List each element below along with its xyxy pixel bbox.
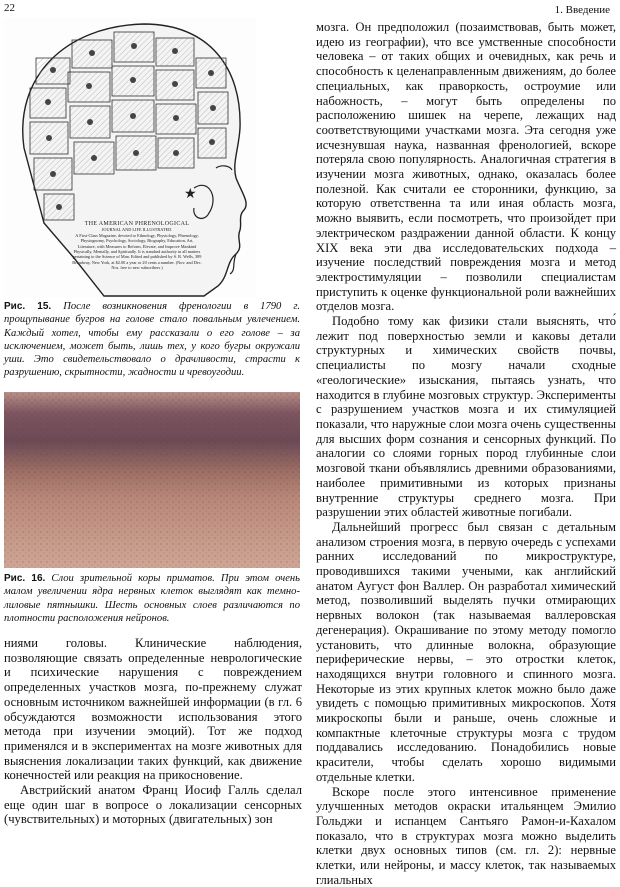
visual-cortex-figure bbox=[4, 392, 300, 568]
paragraph: Подобно тому как физики стали выяснять, что́ лежит под поверхностью земли и каковы детали структурных и химических свойств почвы, специалисты по мозгу начали сходные «геологические» изыскания, пытаясь узнать, что находится в глубине мозговых структур. Эксперименты с разрушением участков мозга и их стимуляцией показали, что наружные слои мозга очень существенны для высших форм сознания и сенсорных функций. По аналогии со слоями горных пород глубинные слои мозговой ткани объявлялись древними образованиями, наиболее примитивными из которых признаны внутренние структуры среднего мозга. При разрушении этих областей животные погибали. bbox=[316, 314, 616, 520]
magazine-subtitle: JOURNAL AND LIFE ILLUSTRATED. bbox=[101, 227, 173, 233]
paragraph: мозга. Он предположил (позаимствовав, быть может, идею из географии), что все умственные способности человека – от таких общих и очевидных, как речь и способность к целенаправленным движениям, до более специальных, как праворкость, остроумие или набожность, – могут быть определены по расположению шишек на черепе, лежащих над соответствующими участками мозга. Эта сегодня уже исчезнувшая наука, названная френологией, вскоре потеряла свою популярность. Аналогичная стратегия в изучении мозга животных, однако, оказалась более полезной. Как считали ее сторонники, функцию, за которую ответственна та или иная область мозга, можно выявить, если посмотреть, что произойдет при электрическом раздражении данной области. К концу XIX века эти два исследовательских подхода – изучение последствий повреждения мозга и метод электростимуляции – позволили специалистам приступить к оценке функциональной роли важнейших отделов мозга. bbox=[316, 20, 616, 314]
paragraph: Дальнейший прогресс был связан с детальным анализом строения мозга, в первую очередь с успехами ранних исследований по микроструктуре, проводившихся такими учеными, как английский анатом Аугуст фон Валлер. Он разработал химический метод, позволивший выделять пучки отмирающих нервных волокон (так называемая валлеровская дегенерация). Окрашивание по этому методу помогло установить, что длинные волокна, образующие периферические нервы, – это отростки клеток, находящихся внутри головного и спинного мозга. Некоторые из этих крупных клеток можно было даже увидеть с помощью примитивных микроскопов. Хотя микроскопы были и раньше, очень сложные и компактные клеточные структуры мозга с трудом поддавались исследованию. Понадобились новые красители, чтобы сделать хорошо видимыми отдельные клетки. bbox=[316, 519, 616, 784]
running-head: 1. Введение bbox=[554, 4, 610, 16]
star-icon: ★ bbox=[184, 187, 197, 202]
figure15-caption bbox=[4, 300, 300, 380]
page-number: 22 bbox=[4, 2, 15, 14]
paragraph: Вскоре после этого интенсивное применение улучшенных методов окраски итальянцем Эмилио Гольджи и испанцем Сантьяго Рамон-и-Кахалом показало, что в структурах мозга можно выделить клетки двух основных типов (см. гл. 2): нервные клетки, или нейроны, и массу клеток, так называемых глиальных bbox=[316, 784, 616, 887]
magazine-body: A First-Class Magazine, devoted to Ethnology, Physiology, Phrenology, Physiognomy, Psychology, Sociology, Biography, Education, Art, Literature, with Measures to Reform, Elevate, and Improve Mankind Physically, Mentally, and Spiritually. It is standard authority in all matters pertaining to the Science of Man. Edited and published by S. R. Wells, 389 Broadway, New York, at $2.00 a year or 20 cents a number. (Nov. and Dec. Nos. free to new subscribers.) bbox=[72, 232, 202, 271]
magazine-advertisement bbox=[72, 222, 202, 271]
right-column-text bbox=[316, 20, 616, 887]
figure16-caption-text: Слои зрительной коры приматов. При этом очень малом увеличении ядра нервных клеток выглядят как темно-лиловые пятнышки. Шесть основных слоев различаются по плотности расположения нейронов. bbox=[4, 573, 300, 624]
paragraph: ниями головы. Клинические наблюдения, позволяющие связать определенные неврологические и психические нарушения с повреждением определенных участков мозга, по-прежнему служат основным источником важнейшей информации (в гл. 6 обсуждаются возможности использования этого метода при изучении эмоций). Тот же подход применялся и в экспериментах на мозге животных для выяснения локализации таких функций, как движение конечностей или реакция на прикосновение. bbox=[4, 636, 302, 783]
figure15-label: Рис. 15. bbox=[4, 301, 52, 312]
figure15-caption-text: После возникновения френологии в 1790 г. прощупывание бугров на голове стало повальным увлечением. Каждый хотел, чтобы ему рассказали о его голове – за исключением, может быть, лишь тех, у кого бугры окружали уши. Это свидетельствовало о драчливости, страсти к разрушению, скрытности, жадности и чревоугодии. bbox=[4, 301, 300, 379]
paragraph: Австрийский анатом Франц Иосиф Галль сделал еще один шаг в вопросе о локализации сенсорных (чувствительных) и моторных (двигательных) зон bbox=[4, 783, 302, 827]
left-column-text bbox=[4, 636, 302, 827]
figure16-caption bbox=[4, 572, 300, 625]
magazine-title: THE AMERICAN PHRENOLOGICAL bbox=[84, 221, 190, 227]
phrenology-head-figure bbox=[4, 18, 256, 298]
figure16-label: Рис. 16. bbox=[4, 573, 46, 584]
